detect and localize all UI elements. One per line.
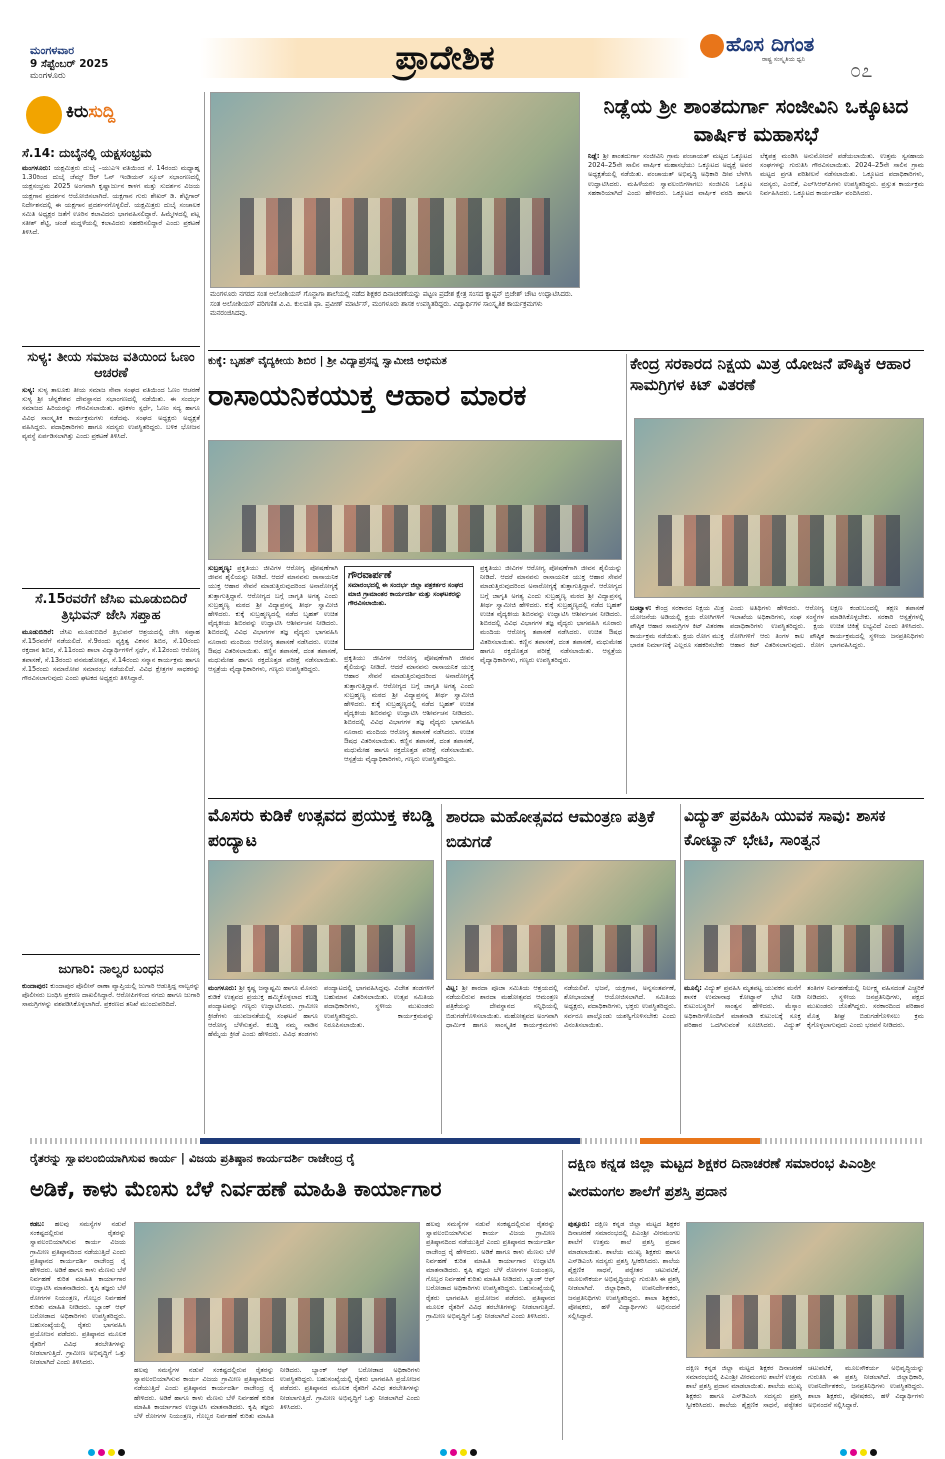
- city-label: ಮಂಗಳೂರು: [30, 71, 66, 81]
- story-body: ಸುಬ್ರಹ್ಮಣ್ಯ: ಪ್ರಕೃತಿಯು ಜೀವಿಗಳ ಆರೋಗ್ಯ ಪೋಷಣೆಗಾಗಿ ಜೀವನ ಶೈಲಿಯನ್ನು ನೀಡಿದೆ. ಆದರೆ ಮಾನವನು ರಾಸಾಯನಿಕ ಯುಕ್ತ ಆಹಾರ ಸೇವನೆ ಮಾಡುತ್ತಿರುವುದರಿಂದ ಅನಾರೋಗ್ಯಕ್ಕೆ ತುತ್ತಾಗುತ್ತಿದ್ದಾನೆ. ಆರೋಗ್ಯದ ಬಗ್ಗೆ ಜಾಗೃತಿ ಅಗತ್ಯ ಎಂದು ಸುಬ್ರಹ್ಮಣ್ಯ ಮಠದ ಶ್ರೀ ವಿದ್ಯಾಪ್ರಸನ್ನ ತೀರ್ಥ ಸ್ವಾಮೀಜಿ ಹೇಳಿದರು. ಕುಕ್ಕೆ ಸುಬ್ರಹ್ಮಣ್ಯದಲ್ಲಿ ನಡೆದ ಬೃಹತ್ ಉಚಿತ ವೈದ್ಯಕೀಯ ಶಿಬಿರವನ್ನು ಉದ್ಘಾಟಿಸಿ ಆಶೀರ್ವಚನ ನೀಡಿದರು. ಶಿಬಿರದಲ್ಲಿ ವಿವಿಧ ವಿಭಾಗಗಳ ತಜ್ಞ ವೈದ್ಯರು ಭಾಗವಹಿಸಿ ನೂರಾರು ಮಂದಿಯ ಆರೋಗ್ಯ ತಪಾಸಣೆ ನಡೆಸಿದರು. ಉಚಿತ ಔಷಧ ವಿತರಿಸಲಾಯಿತು. ಕಣ್ಣಿನ ತಪಾಸಣೆ, ದಂತ ತಪಾಸಣೆ, ಮಧುಮೇಹ ಹಾಗೂ ರಕ್ತದೊತ್ತಡ ಪರೀಕ್ಷೆ ನಡೆಸಲಾಯಿತು. ಆಸ್ಪತ್ರೆಯ ವೈದ್ಯಾಧಿಕಾರಿಗಳು, ಗಣ್ಯರು ಉಪಸ್ಥಿತರಿದ್ದರು.: [208, 564, 338, 674]
- story-body: ಮಂಗಳೂರು: ಶ್ರೀ ಕೃಷ್ಣ ಜನ್ಮಾಷ್ಟಮಿ ಹಾಗೂ ಮೊಸರು ಕುಡಿಕೆ ಉತ್ಸವದ ಪ್ರಯುಕ್ತ ಹಮ್ಮಿಕೊಳ್ಳಲಾದ ಕಬಡ್ಡಿ ಪಂದ್ಯಾಟವನ್ನು ಗಣ್ಯರು ಉದ್ಘಾಟಿಸಿದರು. ಗ್ರಾಮೀಣ ಕ್ರೀಡೆಗಳು ಯುವಜನತೆಯಲ್ಲಿ ಸಂಘಟನೆ ಹಾಗೂ ಆರೋಗ್ಯ ಬೆಳೆಸುತ್ತವೆ. ಕಬಡ್ಡಿ ನಮ್ಮ ನಾಡಿನ ಹೆಮ್ಮೆಯ ಕ್ರೀಡೆ ಎಂದು ಹೇಳಿದರು. ವಿವಿಧ ತಂಡಗಳು ಪಂದ್ಯಾಟದಲ್ಲಿ ಭಾಗವಹಿಸಿದ್ದವು. ವಿಜೇತ ತಂಡಗಳಿಗೆ ಬಹುಮಾನ ವಿತರಿಸಲಾಯಿತು. ಉತ್ಸವ ಸಮಿತಿಯ ಪದಾಧಿಕಾರಿಗಳು, ಸ್ಥಳೀಯ ಮುಖಂಡರು ಉಪಸ್ಥಿತರಿದ್ದರು. ಕಾರ್ಯಕ್ರಮವನ್ನು ನಿರೂಪಿಸಲಾಯಿತು.: [208, 984, 434, 1039]
- brief-lead: ಮಂಗಳೂರು:: [22, 164, 51, 172]
- brief-title: ಜುಗಾರಿ: ನಾಲ್ವರ ಬಂಧನ: [58, 962, 164, 977]
- suddi-label: ಸುದ್ದಿ: [88, 102, 116, 122]
- registration-marks-right: [840, 1441, 880, 1459]
- divider: [208, 798, 924, 799]
- column-divider: [441, 804, 442, 1134]
- story-kicker: ಕುಕ್ಕೆ: ಬೃಹತ್ ವೈದ್ಯಕೀಯ ಶಿಬಿರ | ಶ್ರೀ ವಿದ್ಯಾಪ್ರಸನ್ನ ಸ್ವಾಮೀಜಿ ಅಭಿಮತ: [208, 355, 447, 367]
- logo-emblem-icon: [700, 34, 724, 58]
- brief-body: ಸುಳ್ಯ: ಸುಳ್ಯ ತಾಲೂಕು ತೀಯ ಸಮಾಜ ಸೇವಾ ಸಂಘದ ವತಿಯಿಂದ ಓಣಂ ಆಚರಣೆ ಸುಳ್ಯ ಶ್ರೀ ಚೆನ್ನಕೇಶವ ದೇವಸ್ಥಾನದ ಸಭಾಂಗಣದಲ್ಲಿ ನಡೆಯಿತು. ಈ ಸಂದರ್ಭ ಸಮಾಜದ ಹಿರಿಯರನ್ನು ಗೌರವಿಸಲಾಯಿತು. ಪೂಕಳಂ ಸ್ಪರ್ಧೆ, ಓಣಂ ಸದ್ಯ ಹಾಗೂ ವಿವಿಧ ಸಾಂಸ್ಕೃತಿಕ ಕಾರ್ಯಕ್ರಮಗಳು ನಡೆದವು. ಸಂಘದ ಅಧ್ಯಕ್ಷರು ಅಧ್ಯಕ್ಷತೆ ವಹಿಸಿದ್ದರು. ಪದಾಧಿಕಾರಿಗಳು ಹಾಗೂ ಸದಸ್ಯರು ಉಪಸ್ಥಿತರಿದ್ದರು. ಬಳಿಕ ಭೋಜನ ವ್ಯವಸ್ಥೆ ಏರ್ಪಡಿಸಲಾಗಿತ್ತು ಎಂದು ಪ್ರಕಟಣೆ ತಿಳಿಸಿದೆ.: [22, 386, 200, 441]
- paper-tagline: ರಾಷ್ಟ್ರ ಸಂಸ್ಕೃತಿಯ ಧ್ವನಿ: [762, 56, 805, 63]
- story-mosaru: [208, 804, 436, 1134]
- separator-accent-blue: [200, 1138, 580, 1144]
- teachers-day-photo: [210, 92, 580, 288]
- story-body-cont: ಪ್ರಕೃತಿಯು ಜೀವಿಗಳ ಆರೋಗ್ಯ ಪೋಷಣೆಗಾಗಿ ಜೀವನ ಶೈಲಿಯನ್ನು ನೀಡಿದೆ. ಆದರೆ ಮಾನವನು ರಾಸಾಯನಿಕ ಯುಕ್ತ ಆಹಾರ ಸೇವನೆ ಮಾಡುತ್ತಿರುವುದರಿಂದ ಅನಾರೋಗ್ಯಕ್ಕೆ ತುತ್ತಾಗುತ್ತಿದ್ದಾನೆ. ಆರೋಗ್ಯದ ಬಗ್ಗೆ ಜಾಗೃತಿ ಅಗತ್ಯ ಎಂದು ಸುಬ್ರಹ್ಮಣ್ಯ ಮಠದ ಶ್ರೀ ವಿದ್ಯಾಪ್ರಸನ್ನ ತೀರ್ಥ ಸ್ವಾಮೀಜಿ ಹೇಳಿದರು. ಕುಕ್ಕೆ ಸುಬ್ರಹ್ಮಣ್ಯದಲ್ಲಿ ನಡೆದ ಬೃಹತ್ ಉಚಿತ ವೈದ್ಯಕೀಯ ಶಿಬಿರವನ್ನು ಉದ್ಘಾಟಿಸಿ ಆಶೀರ್ವಚನ ನೀಡಿದರು. ಶಿಬಿರದಲ್ಲಿ ವಿವಿಧ ವಿಭಾಗಗಳ ತಜ್ಞ ವೈದ್ಯರು ಭಾಗವಹಿಸಿ ನೂರಾರು ಮಂದಿಯ ಆರೋಗ್ಯ ತಪಾಸಣೆ ನಡೆಸಿದರು. ಉಚಿತ ಔಷಧ ವಿತರಿಸಲಾಯಿತು. ಕಣ್ಣಿನ ತಪಾಸಣೆ, ದಂತ ತಪಾಸಣೆ, ಮಧುಮೇಹ ಹಾಗೂ ರಕ್ತದೊತ್ತಡ ಪರೀಕ್ಷೆ ನಡೆಸಲಾಯಿತು. ಆಸ್ಪತ್ರೆಯ ವೈದ್ಯಾಧಿಕಾರಿಗಳು, ಗಣ್ಯರು ಉಪಸ್ಥಿತರಿದ್ದರು.: [480, 564, 622, 665]
- brief-item: [22, 592, 200, 952]
- date-label: 9 ಸೆಪ್ಟೆಂಬರ್ 2025: [30, 58, 109, 70]
- story-body-cont: ಹಲವು ಸಮಸ್ಯೆಗಳ ನಡುವೆ ಸಂಕಷ್ಟದಲ್ಲಿರುವ ರೈತರನ್ನು ಸ್ವಾವಲಂಬಿಯಾಗಿಸುವ ಕಾರ್ಯ ವಿಜಯ ಗ್ರಾಮೀಣ ಪ್ರತಿಷ್ಠಾನದಿಂದ ನಡೆಯುತ್ತಿದೆ ಎಂದು ಪ್ರತಿಷ್ಠಾನದ ಕಾರ್ಯದರ್ಶಿ ರಾಜೇಂದ್ರ ರೈ ಹೇಳಿದರು. ಅಡಿಕೆ ಹಾಗೂ ಕಾಳು ಮೆಣಸು ಬೆಳೆ ನಿರ್ವಹಣೆ ಕುರಿತ ಮಾಹಿತಿ ಕಾರ್ಯಾಗಾರ ಉದ್ಘಾಟಿಸಿ ಮಾತನಾಡಿದರು. ಕೃಷಿ ತಜ್ಞರು ಬೆಳೆ ರೋಗಗಳ ನಿಯಂತ್ರಣ, ಗೊಬ್ಬರ ನಿರ್ವಹಣೆ ಕುರಿತು ಮಾಹಿತಿ ನೀಡಿದರು. ಬ್ಯಾಂಕ್ ಆಫ್ ಬರೋಡಾದ ಅಧಿಕಾರಿಗಳು ಉಪಸ್ಥಿತರಿದ್ದರು. ಬಹುಸಂಖ್ಯೆಯಲ್ಲಿ ರೈತರು ಭಾಗವಹಿಸಿ ಪ್ರಯೋಜನ ಪಡೆದರು. ಪ್ರತಿಷ್ಠಾನದ ಮೂಲಕ ರೈತರಿಗೆ ವಿವಿಧ ತರಬೇತಿಗಳನ್ನು ನೀಡಲಾಗುತ್ತಿದೆ. ಗ್ರಾಮೀಣ ಅಭಿವೃದ್ಧಿಗೆ ಒತ್ತು ನೀಡಲಾಗಿದೆ ಎಂದು ತಿಳಿಸಿದರು.: [134, 1366, 420, 1421]
- award-photo: [686, 1222, 924, 1358]
- brief-item: [22, 962, 200, 1132]
- story-body-cont: ದಕ್ಷಿಣ ಕನ್ನಡ ಜಿಲ್ಲಾ ಮಟ್ಟದ ಶಿಕ್ಷಕರ ದಿನಾಚರಣೆ ಸಮಾರಂಭದಲ್ಲಿ ಪಿಎಂಶ್ರೀ ವೀರಮಂಗಲ ಶಾಲೆಗೆ ಉತ್ತಮ ಶಾಲೆ ಪ್ರಶಸ್ತಿ ಪ್ರದಾನ ಮಾಡಲಾಯಿತು. ಶಾಲೆಯ ಮುಖ್ಯ ಶಿಕ್ಷಕರು ಹಾಗೂ ಎಸ್‌ಡಿಎಂಸಿ ಸದಸ್ಯರು ಪ್ರಶಸ್ತಿ ಸ್ವೀಕರಿಸಿದರು. ಶಾಲೆಯ ಶೈಕ್ಷಣಿಕ ಸಾಧನೆ, ಪಠ್ಯೇತರ ಚಟುವಟಿಕೆ, ಮೂಲಸೌಕರ್ಯ ಅಭಿವೃದ್ಧಿಯನ್ನು ಗುರುತಿಸಿ ಈ ಪ್ರಶಸ್ತಿ ನೀಡಲಾಗಿದೆ. ಜಿಲ್ಲಾಧಿಕಾರಿ, ಉಪನಿರ್ದೇಶಕರು, ಜನಪ್ರತಿನಿಧಿಗಳು ಉಪಸ್ಥಿತರಿದ್ದರು. ಶಾಲಾ ಶಿಕ್ಷಕರು, ಪೋಷಕರು, ಹಳೆ ವಿದ್ಯಾರ್ಥಿಗಳು ಅಭಿನಂದನೆ ಸಲ್ಲಿಸಿದ್ದಾರೆ.: [686, 1364, 924, 1409]
- day-label: ಮಂಗಳವಾರ: [30, 44, 75, 57]
- hand-icon: [26, 96, 62, 134]
- separator-accent-orange: [640, 1138, 760, 1144]
- story-kicker: ರೈತರನ್ನು ಸ್ವಾವಲಂಬಿಯಾಗಿಸುವ ಕಾರ್ಯ | ವಿಜಯ ಪ್ರತಿಷ್ಠಾನ ಕಾರ್ಯದರ್ಶಿ ರಾಜೇಂದ್ರ ರೈ: [30, 1151, 356, 1165]
- brief-body: ಕುಂದಾಪುರ: ಕುಂದಾಪುರ ಪೊಲೀಸ್ ಠಾಣಾ ವ್ಯಾಪ್ತಿಯಲ್ಲಿ ಜುಗಾರಿ ಆಡುತ್ತಿದ್ದ ನಾಲ್ವರನ್ನು ಪೊಲೀಸರು ಬಂಧಿಸಿ ಪ್ರಕರಣ ದಾಖಲಿಸಿದ್ದಾರೆ. ಆರೋಪಿಗಳಿಂದ ನಗದು ಹಾಗೂ ಜುಗಾರಿ ಸಾಮಗ್ರಿಗಳನ್ನು ವಶಪಡಿಸಿಕೊಳ್ಳಲಾಗಿದೆ. ಪ್ರಕರಣದ ತನಿಖೆ ಮುಂದುವರಿದಿದೆ.: [22, 982, 200, 1009]
- honour-box-body: ಸಮಾರಂಭದಲ್ಲಿ ಈ ಸಂದರ್ಭ ಜಿಲ್ಲಾ ಪತ್ರಕರ್ತರ ಸಂಘದ ಮಾಜಿ ಗ್ರಾಮಾಂತರ ಕಾರ್ಯದರ್ಶಿ ಮತ್ತು ಸಂಘಟಕರನ್ನು ಗೌರವಿಸಲಾಯಿತು.: [348, 581, 464, 607]
- honour-box: [344, 566, 474, 650]
- brief-body: ಮಂಗಳೂರು: ಯಕ್ಷಮಿತ್ರರು ದುಬೈ –ಯುಎಇ ವತಿಯಿಂದ ಸೆ. 14ರಂದು ಮಧ್ಯಾಹ್ನ 1.30ರಿಂದ ದುಬೈ ಜೆಮ್ಸ್‌ ಔರ್‌ ಓನ್ ಇಂಡಿಯನ್ ಸ್ಕೂಲ್ ಸಭಾಂಗಣದಲ್ಲಿ ಯಕ್ಷಸಂಭ್ರಮ 2025 ಅಂಗವಾಗಿ ಕೃಷ್ಣಾರ್ಜುನ ಕಾಳಗ ಮತ್ತು ಸುದರ್ಶನ ವಿಜಯ ಯಕ್ಷಗಾನ ಪ್ರದರ್ಶನ ಆಯೋಜಿಸಲಾಗಿದೆ. ಯಕ್ಷಗಾನ ಗುರು ಶೇಖರ್ ಡಿ. ಶೆಟ್ಟಿಗಾರ್ ನಿರ್ದೇಶನದಲ್ಲಿ ಈ ಯಕ್ಷಗಾನ ಪ್ರದರ್ಶನಗೊಳ್ಳಲಿದೆ. ಯಕ್ಷಮಿತ್ರರು ದುಬೈ ಸಂಚಾಲಕ ಸಮಿತಿ ಅಧ್ಯಕ್ಷರ ಜತೆಗೆ ಊರಿನ ಕಲಾವಿದರು ಭಾಗವಹಿಸಲಿದ್ದಾರೆ. ಹಿಮ್ಮೇಳದಲ್ಲಿ ಪಟ್ಲ ಸತೀಶ್ ಶೆಟ್ಟಿ, ಚಂಡೆ ಮದ್ದಳೆಯಲ್ಲಿ ಕಲಾವಿದರು ಸಹಕರಿಸಲಿದ್ದಾರೆ ಎಂದು ಪ್ರಕಟಣೆ ತಿಳಿಸಿದೆ.: [22, 164, 200, 237]
- story-title: ಮೊಸರು ಕುಡಿಕೆ ಉತ್ಸವದ ಪ್ರಯುಕ್ತ ಕಬಡ್ಡಿ ಪಂದ್ಯಾಟ: [208, 806, 435, 851]
- kabaddi-photo: [208, 860, 434, 980]
- registration-marks-center: [440, 1441, 480, 1459]
- section-title: ಪ್ರಾದೇಶಿಕ: [395, 38, 495, 77]
- kit-distribution-photo: [634, 418, 924, 598]
- story-kukke: [208, 354, 622, 794]
- divider: [208, 350, 924, 351]
- story-body: ಪುತ್ತೂರು: ದಕ್ಷಿಣ ಕನ್ನಡ ಜಿಲ್ಲಾ ಮಟ್ಟದ ಶಿಕ್ಷಕರ ದಿನಾಚರಣೆ ಸಮಾರಂಭದಲ್ಲಿ ಪಿಎಂಶ್ರೀ ವೀರಮಂಗಲ ಶಾಲೆಗೆ ಉತ್ತಮ ಶಾಲೆ ಪ್ರಶಸ್ತಿ ಪ್ರದಾನ ಮಾಡಲಾಯಿತು. ಶಾಲೆಯ ಮುಖ್ಯ ಶಿಕ್ಷಕರು ಹಾಗೂ ಎಸ್‌ಡಿಎಂಸಿ ಸದಸ್ಯರು ಪ್ರಶಸ್ತಿ ಸ್ವೀಕರಿಸಿದರು. ಶಾಲೆಯ ಶೈಕ್ಷಣಿಕ ಸಾಧನೆ, ಪಠ್ಯೇತರ ಚಟುವಟಿಕೆ, ಮೂಲಸೌಕರ್ಯ ಅಭಿವೃದ್ಧಿಯನ್ನು ಗುರುತಿಸಿ ಈ ಪ್ರಶಸ್ತಿ ನೀಡಲಾಗಿದೆ. ಜಿಲ್ಲಾಧಿಕಾರಿ, ಉಪನಿರ್ದೇಶಕರು, ಜನಪ್ರತಿನಿಧಿಗಳು ಉಪಸ್ಥಿತರಿದ್ದರು. ಶಾಲಾ ಶಿಕ್ಷಕರು, ಪೋಷಕರು, ಹಳೆ ವಿದ್ಯಾರ್ಥಿಗಳು ಅಭಿನಂದನೆ ಸಲ್ಲಿಸಿದ್ದಾರೆ.: [568, 1220, 680, 1321]
- page-number: ೦೭: [850, 58, 873, 82]
- column-divider: [562, 1150, 563, 1440]
- brief-body: ಮೂಡುಬಿದಿರೆ: ಜೆಸಿಐ ಮೂಡುಬಿದಿರೆ ತ್ರಿಭುವನ್ ಆಶ್ರಯದಲ್ಲಿ ಜೇಸಿ ಸಪ್ತಾಹ ಸೆ.15ರವರೆಗೆ ನಡೆಯಲಿದೆ. ಸೆ.9ರಂದು ವ್ಯಕ್ತಿತ್ವ ವಿಕಸನ ಶಿಬಿರ, ಸೆ.10ರಂದು ರಕ್ತದಾನ ಶಿಬಿರ, ಸೆ.11ರಂದು ಶಾಲಾ ವಿದ್ಯಾರ್ಥಿಗಳಿಗೆ ಸ್ಪರ್ಧೆ, ಸೆ.12ರಂದು ಆರೋಗ್ಯ ತಪಾಸಣೆ, ಸೆ.13ರಂದು ವನಮಹೋತ್ಸವ, ಸೆ.14ರಂದು ಸನ್ಮಾನ ಕಾರ್ಯಕ್ರಮ ಹಾಗೂ ಸೆ.15ರಂದು ಸಮಾರೋಪ ಸಮಾರಂಭ ನಡೆಯಲಿದೆ. ವಿವಿಧ ಕ್ಷೇತ್ರಗಳ ಸಾಧಕರನ್ನು ಗೌರವಿಸಲಾಗುವುದು ಎಂದು ಘಟಕದ ಅಧ್ಯಕ್ಷರು ತಿಳಿಸಿದ್ದಾರೆ.: [22, 628, 200, 683]
- story-title: ವಿದ್ಯುತ್ ಪ್ರವಹಿಸಿ ಯುವಕ ಸಾವು: ಶಾಸಕ ಕೋಟ್ಯಾನ್ ಭೇಟಿ, ಸಾಂತ್ವನ: [684, 807, 886, 849]
- workshop-photo: [134, 1222, 420, 1362]
- story-nikshay: [630, 354, 924, 794]
- brief-title: ಸುಳ್ಯ: ತೀಯ ಸಮಾಜ ವತಿಯಿಂದ ಓಣಂ ಆಚರಣೆ: [27, 350, 195, 381]
- story-title: ನಿಡ್ಲೆಯ ಶ್ರೀ ಶಾಂತದುರ್ಗಾ ಸಂಜೀವಿನಿ ಒಕ್ಕೂಟದ ವಾರ್ಷಿಕ ಮಹಾಸಭೆ: [603, 94, 909, 146]
- story-title: ಕೇಂದ್ರ ಸರಕಾರದ ನಿಕ್ಷಯ ಮಿತ್ರ ಯೋಜನೆ ಪೌಷ್ಠಿಕ ಆಹಾರ ಸಾಮಗ್ರಿಗಳ ಕಿಟ್ ವಿತರಣೆ: [630, 355, 911, 394]
- kiru-label: ಕಿರು: [66, 102, 89, 122]
- brief-item: [22, 146, 200, 346]
- masthead-logo: [700, 34, 910, 82]
- story-body-cont: ಹಲವು ಸಮಸ್ಯೆಗಳ ನಡುವೆ ಸಂಕಷ್ಟದಲ್ಲಿರುವ ರೈತರನ್ನು ಸ್ವಾವಲಂಬಿಯಾಗಿಸುವ ಕಾರ್ಯ ವಿಜಯ ಗ್ರಾಮೀಣ ಪ್ರತಿಷ್ಠಾನದಿಂದ ನಡೆಯುತ್ತಿದೆ ಎಂದು ಪ್ರತಿಷ್ಠಾನದ ಕಾರ್ಯದರ್ಶಿ ರಾಜೇಂದ್ರ ರೈ ಹೇಳಿದರು. ಅಡಿಕೆ ಹಾಗೂ ಕಾಳು ಮೆಣಸು ಬೆಳೆ ನಿರ್ವಹಣೆ ಕುರಿತ ಮಾಹಿತಿ ಕಾರ್ಯಾಗಾರ ಉದ್ಘಾಟಿಸಿ ಮಾತನಾಡಿದರು. ಕೃಷಿ ತಜ್ಞರು ಬೆಳೆ ರೋಗಗಳ ನಿಯಂತ್ರಣ, ಗೊಬ್ಬರ ನಿರ್ವಹಣೆ ಕುರಿತು ಮಾಹಿತಿ ನೀಡಿದರು. ಬ್ಯಾಂಕ್ ಆಫ್ ಬರೋಡಾದ ಅಧಿಕಾರಿಗಳು ಉಪಸ್ಥಿತರಿದ್ದರು. ಬಹುಸಂಖ್ಯೆಯಲ್ಲಿ ರೈತರು ಭಾಗವಹಿಸಿ ಪ್ರಯೋಜನ ಪಡೆದರು. ಪ್ರತಿಷ್ಠಾನದ ಮೂಲಕ ರೈತರಿಗೆ ವಿವಿಧ ತರಬೇತಿಗಳನ್ನು ನೀಡಲಾಗುತ್ತಿದೆ. ಗ್ರಾಮೀಣ ಅಭಿವೃದ್ಧಿಗೆ ಒತ್ತು ನೀಡಲಾಗಿದೆ ಎಂದು ತಿಳಿಸಿದರು.: [426, 1220, 555, 1321]
- brief-item: [22, 350, 200, 582]
- story-shantadurga: [588, 92, 924, 346]
- mla-visit-photo: [684, 860, 924, 980]
- story-headline: ಅಡಿಕೆ, ಕಾಳು ಮೆಣಸು ಬೆಳೆ ನಿರ್ವಹಣೆ ಮಾಹಿತಿ ಕಾರ್ಯಾಗಾರ: [30, 1177, 442, 1201]
- divider: [22, 588, 200, 589]
- kiru-sudhi-column: [22, 94, 200, 1134]
- date-block: [30, 44, 180, 81]
- story-headline: ರಾಸಾಯನಿಕಯುಕ್ತ ಆಹಾರ ಮಾರಕ: [208, 378, 527, 412]
- column-divider: [626, 354, 627, 794]
- story-body: ಬಂಟ್ವಾಳ: ಕೇಂದ್ರ ಸರಕಾರದ ನಿಕ್ಷಯ ಮಿತ್ರ ಯೋಜನೆಯ ಅಡಿಯಲ್ಲಿ ಕ್ಷಯ ರೋಗಿಗಳಿಗೆ ಪೌಷ್ಠಿಕ ಆಹಾರ ಸಾಮಗ್ರಿಗಳ ಕಿಟ್ ವಿತರಣಾ ಕಾರ್ಯಕ್ರಮ ನಡೆಯಿತು. ಕ್ಷಯ ರೋಗ ಮುಕ್ತ ಭಾರತ ನಿರ್ಮಾಣಕ್ಕೆ ಎಲ್ಲರೂ ಸಹಕರಿಸಬೇಕು ಎಂದು ಅತಿಥಿಗಳು ಹೇಳಿದರು. ಆರೋಗ್ಯ ಇಲಾಖೆಯ ಅಧಿಕಾರಿಗಳು, ಸಂಘ ಸಂಸ್ಥೆಗಳ ಪದಾಧಿಕಾರಿಗಳು ಉಪಸ್ಥಿತರಿದ್ದರು. ಕ್ಷಯ ರೋಗಿಗಳಿಗೆ ಆರು ತಿಂಗಳ ಕಾಲ ಪೌಷ್ಠಿಕ ಆಹಾರ ಕಿಟ್ ವಿತರಿಸಲಾಗುವುದು. ರೋಗ ಲಕ್ಷಣ ಕಂಡುಬಂದಲ್ಲಿ ತಕ್ಷಣ ತಪಾಸಣೆ ಮಾಡಿಸಿಕೊಳ್ಳಬೇಕು. ಸರಕಾರಿ ಆಸ್ಪತ್ರೆಗಳಲ್ಲಿ ಉಚಿತ ಚಿಕಿತ್ಸೆ ಲಭ್ಯವಿದೆ ಎಂದು ತಿಳಿಸಿದರು. ಕಾರ್ಯಕ್ರಮದಲ್ಲಿ ಸ್ಥಳೀಯ ಜನಪ್ರತಿನಿಧಿಗಳು ಭಾಗವಹಿಸಿದ್ದರು.: [630, 604, 924, 649]
- top-photo-caption: ಮಂಗಳೂರು ನಗರದ ಸಂತ ಅಲೋಶಿಯಸ್ ಗೊನ್ಜಾಗಾ ಶಾಲೆಯಲ್ಲಿ ನಡೆದ ಶಿಕ್ಷಕರ ದಿನಾಚರಣೆಯನ್ನು ಪಟ್ಟಣ ಪ್ರದೇಶ ಕ್ಷೇತ್ರ ಸಂಸದ ಕ್ಯಾಪ್ಟನ್ ಬ್ರಿಜೇಶ್ ಚೌಟ ಉದ್ಘಾಟಿಸಿದರು. ಸಂತ ಅಲೋಶಿಯಸ್ ಪರಿಗಣಿತ ವಿ.ವಿ. ಕುಲಪತಿ ಫಾ. ಪ್ರವೀಣ್ ಮಾರ್ಟಿಸ್, ಮಂಗಳೂರು ಶಾಸಕ ಉಪಸ್ಥಿತರಿದ್ದರು. ವಿದ್ಯಾರ್ಥಿಗಳ ಸಾಂಸ್ಕೃತಿಕ ಕಾರ್ಯಕ್ರಮಗಳು ಮನರಂಜಿಸಿದವು.: [210, 290, 573, 317]
- paper-name: ಹೊಸ ದಿಗಂತ: [726, 32, 815, 56]
- story-body-cont: ಪ್ರಕೃತಿಯು ಜೀವಿಗಳ ಆರೋಗ್ಯ ಪೋಷಣೆಗಾಗಿ ಜೀವನ ಶೈಲಿಯನ್ನು ನೀಡಿದೆ. ಆದರೆ ಮಾನವನು ರಾಸಾಯನಿಕ ಯುಕ್ತ ಆಹಾರ ಸೇವನೆ ಮಾಡುತ್ತಿರುವುದರಿಂದ ಅನಾರೋಗ್ಯಕ್ಕೆ ತುತ್ತಾಗುತ್ತಿದ್ದಾನೆ. ಆರೋಗ್ಯದ ಬಗ್ಗೆ ಜಾಗೃತಿ ಅಗತ್ಯ ಎಂದು ಸುಬ್ರಹ್ಮಣ್ಯ ಮಠದ ಶ್ರೀ ವಿದ್ಯಾಪ್ರಸನ್ನ ತೀರ್ಥ ಸ್ವಾಮೀಜಿ ಹೇಳಿದರು. ಕುಕ್ಕೆ ಸುಬ್ರಹ್ಮಣ್ಯದಲ್ಲಿ ನಡೆದ ಬೃಹತ್ ಉಚಿತ ವೈದ್ಯಕೀಯ ಶಿಬಿರವನ್ನು ಉದ್ಘಾಟಿಸಿ ಆಶೀರ್ವಚನ ನೀಡಿದರು. ಶಿಬಿರದಲ್ಲಿ ವಿವಿಧ ವಿಭಾಗಗಳ ತಜ್ಞ ವೈದ್ಯರು ಭಾಗವಹಿಸಿ ನೂರಾರು ಮಂದಿಯ ಆರೋಗ್ಯ ತಪಾಸಣೆ ನಡೆಸಿದರು. ಉಚಿತ ಔಷಧ ವಿತರಿಸಲಾಯಿತು. ಕಣ್ಣಿನ ತಪಾಸಣೆ, ದಂತ ತಪಾಸಣೆ, ಮಧುಮೇಹ ಹಾಗೂ ರಕ್ತದೊತ್ತಡ ಪರೀಕ್ಷೆ ನಡೆಸಲಾಯಿತು. ಆಸ್ಪತ್ರೆಯ ವೈದ್ಯಾಧಿಕಾರಿಗಳು, ಗಣ್ಯರು ಉಪಸ್ಥಿತರಿದ್ದರು.: [344, 654, 474, 764]
- divider: [22, 346, 200, 347]
- kiru-header: [22, 94, 200, 138]
- medical-camp-photo: [208, 440, 622, 560]
- story-body: ಮೂಲ್ಕಿ: ವಿದ್ಯುತ್ ಪ್ರವಹಿಸಿ ಮೃತಪಟ್ಟ ಯುವಕನ ಮನೆಗೆ ಶಾಸಕ ಉಮಾನಾಥ ಕೋಟ್ಯಾನ್ ಭೇಟಿ ನೀಡಿ ಕುಟುಂಬಸ್ಥರಿಗೆ ಸಾಂತ್ವನ ಹೇಳಿದರು. ಮೆಸ್ಕಾಂ ಅಧಿಕಾರಿಗಳೊಂದಿಗೆ ಮಾತನಾಡಿ ಕುಟುಂಬಕ್ಕೆ ಸೂಕ್ತ ಪರಿಹಾರ ಒದಗಿಸುವಂತೆ ಸೂಚಿಸಿದರು. ವಿದ್ಯುತ್ ತಂತಿಗಳ ನಿರ್ವಹಣೆಯಲ್ಲಿ ನಿರ್ಲಕ್ಷ್ಯ ವಹಿಸದಂತೆ ಎಚ್ಚರಿಕೆ ನೀಡಿದರು. ಸ್ಥಳೀಯ ಜನಪ್ರತಿನಿಧಿಗಳು, ಪಕ್ಷದ ಮುಖಂಡರು ಜೊತೆಗಿದ್ದರು. ಸರಕಾರದಿಂದ ಪರಿಹಾರ ಮೊತ್ತ ಶೀಘ್ರ ಬಿಡುಗಡೆಗೊಳಿಸಲು ಕ್ರಮ ಕೈಗೊಳ್ಳಲಾಗುವುದು ಎಂದು ಭರವಸೆ ನೀಡಿದರು.: [684, 984, 924, 1029]
- column-divider: [204, 92, 205, 1134]
- story-body: ನಿಡ್ಲೆ: ಶ್ರೀ ಶಾಂತದುರ್ಗಾ ಸಂಜೀವಿನಿ ಗ್ರಾಮ ಪಂಚಾಯತ್ ಮಟ್ಟದ ಒಕ್ಕೂಟದ 2024–25ನೇ ಸಾಲಿನ ವಾರ್ಷಿಕ ಮಹಾಸಭೆಯು ಒಕ್ಕೂಟದ ಅಧ್ಯಕ್ಷೆ ಅವರ ಅಧ್ಯಕ್ಷತೆಯಲ್ಲಿ ನಡೆಯಿತು. ಪಂಚಾಯತ್ ಅಭಿವೃದ್ಧಿ ಅಧಿಕಾರಿ ದೀಪ ಬೆಳಗಿಸಿ ಉದ್ಘಾಟಿಸಿದರು. ಮಹಿಳೆಯರು ಸ್ವಾವಲಂಬಿಗಳಾಗಲು ಸಂಜೀವಿನಿ ಒಕ್ಕೂಟ ಸಹಕಾರಿಯಾಗಿದೆ ಎಂದು ಹೇಳಿದರು. ಒಕ್ಕೂಟದ ವಾರ್ಷಿಕ ವರದಿ ಹಾಗೂ ಲೆಕ್ಕಪತ್ರ ಮಂಡಿಸಿ ಅನುಮೋದನೆ ಪಡೆಯಲಾಯಿತು. ಉತ್ತಮ ಸ್ವಸಹಾಯ ಸಂಘಗಳನ್ನು ಗುರುತಿಸಿ ಗೌರವಿಸಲಾಯಿತು. 2024–25ನೇ ಸಾಲಿನ ಗ್ರಾಮ ಮಟ್ಟದ ಪ್ರಗತಿ ಪರಿಶೀಲನೆ ನಡೆಸಲಾಯಿತು. ಒಕ್ಕೂಟದ ಪದಾಧಿಕಾರಿಗಳು, ಸದಸ್ಯರು, ಎಂಬಿಕೆ, ಎಲ್‌ಸಿಆರ್‌ಪಿಗಳು ಉಪಸ್ಥಿತರಿದ್ದರು. ಪ್ರಸ್ತುತ ಕಾರ್ಯಕ್ರಮ ನಿರ್ವಹಿಸಿದರು. ಒಕ್ಕೂಟದ ಕಾರ್ಯದರ್ಶಿ ವಂದಿಸಿದರು.: [588, 152, 924, 197]
- brief-title: ಸೆ.14: ದುಬೈನಲ್ಲಿ ಯಕ್ಷಸಂಭ್ರಮ: [22, 146, 152, 160]
- invitation-release-photo: [446, 860, 676, 980]
- story-dakshina: [568, 1150, 924, 1440]
- story-body: ಕಡಬ: ಹಲವು ಸಮಸ್ಯೆಗಳ ನಡುವೆ ಸಂಕಷ್ಟದಲ್ಲಿರುವ ರೈತರನ್ನು ಸ್ವಾವಲಂಬಿಯಾಗಿಸುವ ಕಾರ್ಯ ವಿಜಯ ಗ್ರಾಮೀಣ ಪ್ರತಿಷ್ಠಾನದಿಂದ ನಡೆಯುತ್ತಿದೆ ಎಂದು ಪ್ರತಿಷ್ಠಾನದ ಕಾರ್ಯದರ್ಶಿ ರಾಜೇಂದ್ರ ರೈ ಹೇಳಿದರು. ಅಡಿಕೆ ಹಾಗೂ ಕಾಳು ಮೆಣಸು ಬೆಳೆ ನಿರ್ವಹಣೆ ಕುರಿತ ಮಾಹಿತಿ ಕಾರ್ಯಾಗಾರ ಉದ್ಘಾಟಿಸಿ ಮಾತನಾಡಿದರು. ಕೃಷಿ ತಜ್ಞರು ಬೆಳೆ ರೋಗಗಳ ನಿಯಂತ್ರಣ, ಗೊಬ್ಬರ ನಿರ್ವಹಣೆ ಕುರಿತು ಮಾಹಿತಿ ನೀಡಿದರು. ಬ್ಯಾಂಕ್ ಆಫ್ ಬರೋಡಾದ ಅಧಿಕಾರಿಗಳು ಉಪಸ್ಥಿತರಿದ್ದರು. ಬಹುಸಂಖ್ಯೆಯಲ್ಲಿ ರೈತರು ಭಾಗವಹಿಸಿ ಪ್ರಯೋಜನ ಪಡೆದರು. ಪ್ರತಿಷ್ಠಾನದ ಮೂಲಕ ರೈತರಿಗೆ ವಿವಿಧ ತರಬೇತಿಗಳನ್ನು ನೀಡಲಾಗುತ್ತಿದೆ. ಗ್ರಾಮೀಣ ಅಭಿವೃದ್ಧಿಗೆ ಒತ್ತು ನೀಡಲಾಗಿದೆ ಎಂದು ತಿಳಿಸಿದರು.: [30, 1220, 126, 1367]
- story-body: ವಿಟ್ಲ: ಶ್ರೀ ಶಾರದಾ ಪೂಜಾ ಸಮಿತಿಯ ಆಶ್ರಯದಲ್ಲಿ ನಡೆಯಲಿರುವ ಶಾರದಾ ಮಹೋತ್ಸವದ ಆಮಂತ್ರಣ ಪತ್ರಿಕೆಯನ್ನು ದೇವಸ್ಥಾನದ ಸನ್ನಿಧಿಯಲ್ಲಿ ಬಿಡುಗಡೆಗೊಳಿಸಲಾಯಿತು. ಮಹೋತ್ಸವದ ಅಂಗವಾಗಿ ಧಾರ್ಮಿಕ ಹಾಗೂ ಸಾಂಸ್ಕೃತಿಕ ಕಾರ್ಯಕ್ರಮಗಳು ನಡೆಯಲಿವೆ. ಭಜನೆ, ಯಕ್ಷಗಾನ, ಅನ್ನಸಂತರ್ಪಣೆ, ಶೋಭಾಯಾತ್ರೆ ಆಯೋಜಿಸಲಾಗಿದೆ. ಸಮಿತಿಯ ಅಧ್ಯಕ್ಷರು, ಪದಾಧಿಕಾರಿಗಳು, ಭಕ್ತರು ಉಪಸ್ಥಿತರಿದ್ದರು. ಸರ್ವರೂ ಪಾಲ್ಗೊಂಡು ಯಶಸ್ವಿಗೊಳಿಸಬೇಕು ಎಂದು ವಿನಂತಿಸಲಾಯಿತು.: [446, 984, 676, 1029]
- masthead: [0, 0, 945, 88]
- story-vidyut: [684, 804, 924, 1134]
- column-divider: [680, 804, 681, 1134]
- story-title: ಶಾರದಾ ಮಹೋತ್ಸವದ ಆಮಂತ್ರಣ ಪತ್ರಿಕೆ ಬಿಡುಗಡೆ: [446, 807, 655, 851]
- story-title: ದಕ್ಷಿಣ ಕನ್ನಡ ಜಿಲ್ಲಾ ಮಟ್ಟದ ಶಿಕ್ಷಕರ ದಿನಾಚರಣೆ ಸಮಾರಂಭ ಪಿಎಂಶ್ರೀ ವೀರಮಂಗಲ ಶಾಲೆಗೆ ಪ್ರಶಸ್ತಿ ಪ್ರದಾನ: [568, 1156, 876, 1200]
- registration-marks-left: [88, 1441, 128, 1459]
- story-sharada: [446, 804, 676, 1134]
- divider: [22, 954, 200, 955]
- honour-box-title: ಗೌರವಾರ್ಪಣೆ: [348, 570, 392, 581]
- story-adike: [30, 1150, 555, 1440]
- brief-title: ಸೆ.15ರವರೆಗೆ ಜೆಸಿಐ ಮೂಡುಬಿದಿರೆ ತ್ರಿಭುವನ್ ಜೇಸಿ ಸಪ್ತಾಹ: [35, 592, 187, 623]
